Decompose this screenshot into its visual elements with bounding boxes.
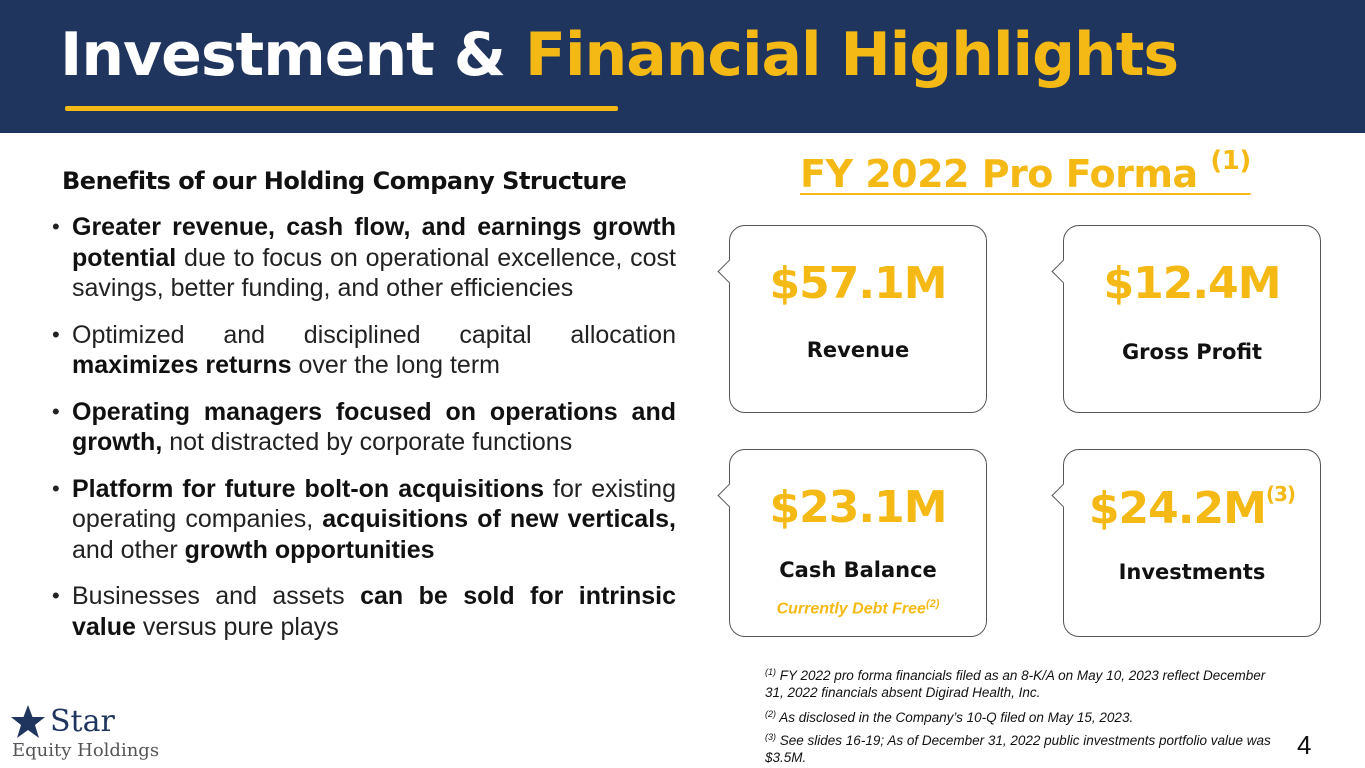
footnote-mark: (3) — [765, 732, 776, 742]
footnote-1 — [765, 664, 1285, 701]
benefit-item — [52, 581, 676, 642]
logo-wordmark: Star — [50, 704, 115, 739]
bullet-icon: • — [52, 321, 60, 347]
pro-forma-title-text: FY 2022 Pro Forma — [800, 152, 1211, 196]
benefit-item — [52, 212, 676, 304]
card-label: Cash Balance — [779, 558, 937, 582]
card-subtitle — [730, 598, 986, 618]
benefit-text: due to focus on operational excellence, cost savings, better funding, and other efficiencies — [72, 243, 676, 302]
card-footnote-mark: (2) — [925, 598, 940, 610]
card-value-text: $24.2M — [1088, 483, 1266, 534]
pro-forma-title — [800, 146, 1251, 196]
benefit-text: for existing operating companies, — [72, 474, 676, 533]
cash-balance-card — [729, 449, 987, 637]
benefit-text: over the long term — [291, 351, 500, 379]
benefit-text: versus pure plays — [135, 612, 339, 641]
benefits-list — [52, 212, 676, 658]
title-underline — [65, 106, 618, 111]
card-value: $12.4M — [1103, 258, 1281, 309]
benefit-text: not distracted by corporate functions — [162, 428, 573, 456]
footnote-mark: (1) — [765, 667, 776, 677]
benefit-bold: can be sold for intrinsic value — [72, 582, 676, 641]
benefit-text: and other — [72, 535, 185, 564]
page-title-accent: Financial Highlights — [524, 20, 1179, 90]
benefit-item — [52, 397, 676, 458]
benefit-bold: acquisitions of new verticals, — [322, 505, 677, 533]
benefit-bold: maximizes returns — [72, 351, 292, 379]
footnote-text: As disclosed in the Company’s 10-Q filed on May 15, 2023. — [779, 710, 1134, 725]
benefit-bold: Operating managers focused on operations and growth, — [72, 397, 676, 456]
benefit-item — [52, 320, 676, 381]
benefit-text: Optimized and disciplined capital allocation — [72, 320, 676, 349]
footnote-2 — [765, 706, 1285, 726]
gross-profit-card — [1063, 225, 1321, 413]
company-logo — [10, 704, 190, 764]
page-number: 4 — [1297, 730, 1312, 760]
bullet-icon: • — [52, 398, 60, 424]
star-icon — [10, 704, 46, 740]
page-title-main: Investment & — [60, 20, 525, 90]
footnote-mark: (2) — [765, 709, 776, 719]
benefit-bold: Platform for future bolt-on acquisitions — [72, 474, 545, 503]
card-label: Revenue — [806, 338, 910, 362]
page-title — [60, 20, 1178, 90]
benefits-heading: Benefits of our Holding Company Structure — [62, 167, 627, 195]
card-subtitle-text: Currently Debt Free — [776, 600, 926, 618]
card-footnote-mark: (3) — [1265, 482, 1296, 506]
investments-card — [1063, 449, 1321, 637]
footnote-3 — [765, 729, 1285, 766]
bullet-icon: • — [52, 583, 60, 608]
revenue-card — [729, 225, 987, 413]
benefit-bold: Greater revenue, cash flow, and earnings growth potential — [72, 213, 676, 272]
card-label: Investments — [1118, 560, 1266, 584]
footnote-text: See slides 16-19; As of December 31, 2022 public investments portfolio value was $3.5M. — [765, 733, 1271, 765]
logo-subtitle: Equity Holdings — [12, 740, 160, 761]
benefit-bold: growth opportunities — [184, 535, 435, 564]
card-value: $23.1M — [769, 482, 947, 533]
pro-forma-footnote-mark: (1) — [1210, 146, 1251, 176]
card-value: $57.1M — [769, 258, 947, 309]
card-value — [1064, 482, 1320, 534]
benefit-text: Businesses and assets — [72, 582, 361, 610]
footnote-text: FY 2022 pro forma financials filed as an 8-K/A on May 10, 2023 reflect December 31, 2022 financials absent Digirad Health, Inc. — [765, 668, 1266, 700]
bullet-icon: • — [52, 475, 60, 501]
card-label: Gross Profit — [1121, 340, 1263, 364]
benefit-item — [52, 474, 676, 566]
bullet-icon: • — [52, 214, 60, 239]
